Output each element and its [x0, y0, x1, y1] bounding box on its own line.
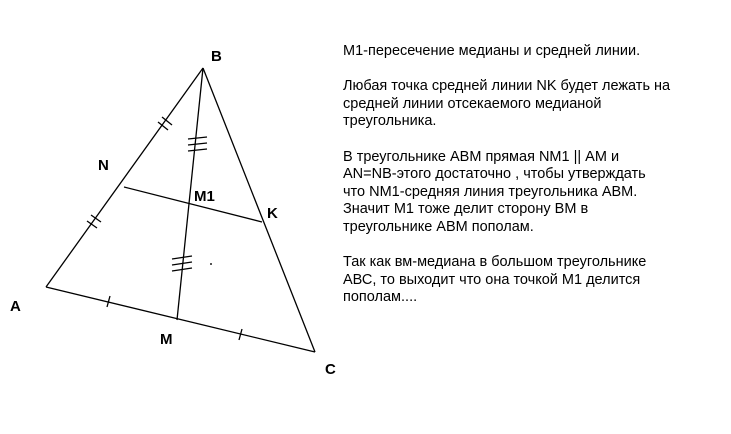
side-ab	[46, 68, 203, 287]
side-ac	[46, 287, 315, 352]
tick-mark	[91, 215, 101, 222]
tick-mark	[172, 256, 192, 259]
stray-dot	[210, 263, 212, 265]
vertex-label-m1: M1	[194, 188, 215, 205]
vertex-label-n: N	[98, 157, 109, 174]
explanation-paragraph-2: Любая точка средней линии NK будет лежать на средней линии отсекаемого медианой треугольника.	[343, 78, 671, 130]
explanation-paragraph-1: M1-пересечение медианы и средней линии.	[343, 43, 641, 59]
tick-mark	[188, 143, 207, 145]
vertex-label-a: A	[10, 298, 21, 315]
tick-mark	[188, 137, 207, 139]
tick-mark	[172, 262, 192, 265]
explanation-paragraph-3: В треугольнике АВМ прямая NM1 || АМ и AN=NB-этого достаточно , чтобы утверждать что NM1-средняя линия треугольника АВМ. Значит М1 тоже делит сторону ВМ в треугольнике АВМ пополам.	[343, 148, 646, 235]
vertex-label-c: C	[325, 361, 336, 378]
vertex-label-b: B	[211, 48, 222, 65]
tick-mark	[188, 149, 207, 151]
vertex-label-m: M	[160, 331, 173, 348]
side-bc	[203, 68, 315, 352]
midline-nk	[124, 187, 262, 222]
explanation-paragraph-4: Так как вм-медиана в большом треугольнике АВС, то выходит что она точкой М1 делится пополам....	[343, 254, 647, 306]
vertex-label-k: K	[267, 205, 278, 222]
explanation-text	[343, 43, 723, 325]
